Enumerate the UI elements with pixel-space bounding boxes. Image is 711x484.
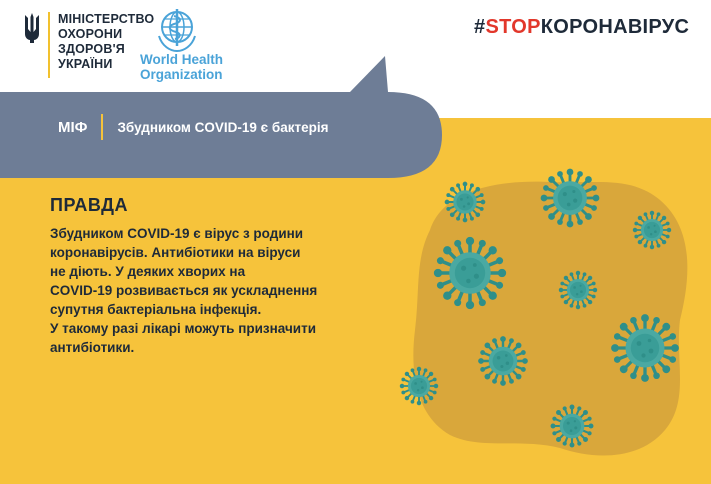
hashtag-prefix: # [474, 16, 486, 38]
ministry-line: ОХОРОНИ [58, 27, 123, 41]
myth-divider [101, 114, 103, 140]
coronavirus-icon [478, 336, 528, 386]
who-line: Organization [140, 67, 223, 82]
truth-line: антибіотики. [50, 340, 135, 355]
ministry-line: ЗДОРОВ'Я [58, 42, 125, 56]
myth-row [58, 114, 329, 140]
coronavirus-icon [434, 237, 506, 309]
coronavirus-icon [541, 169, 600, 228]
myth-label: МІФ [58, 118, 88, 136]
truth-heading: ПРАВДА [50, 195, 128, 215]
myth-statement: Збудником COVID-19 є бактерія [117, 119, 329, 135]
hashtag-rest: КОРОНАВІРУС [540, 16, 690, 38]
truth-line: коронавірусів. Антибіотики на віруси [50, 245, 301, 260]
coronavirus-icon [551, 405, 594, 448]
ministry-line: МІНІСТЕРСТВО [58, 12, 155, 26]
coronavirus-icon [445, 182, 486, 223]
hashtag-stop: STOP [485, 16, 541, 38]
truth-line: У такому разі лікарі можуть призначити [50, 321, 317, 336]
truth-line: супутня бактеріальна інфекція. [50, 302, 262, 317]
coronavirus-icon [559, 271, 597, 309]
who-line: World Health [140, 52, 224, 67]
virus-illustration [390, 160, 711, 484]
truth-line: COVID-19 розвивається як ускладнення [50, 283, 318, 298]
coronavirus-icon [611, 314, 679, 382]
truth-line: не діють. У деяких хворих на [50, 264, 246, 279]
ministry-line: УКРАЇНИ [58, 57, 113, 71]
coronavirus-icon [633, 211, 671, 249]
truth-line: Збудником COVID-19 є вірус з родини [50, 226, 304, 241]
truth-body [50, 224, 360, 357]
coronavirus-icon [400, 367, 438, 405]
